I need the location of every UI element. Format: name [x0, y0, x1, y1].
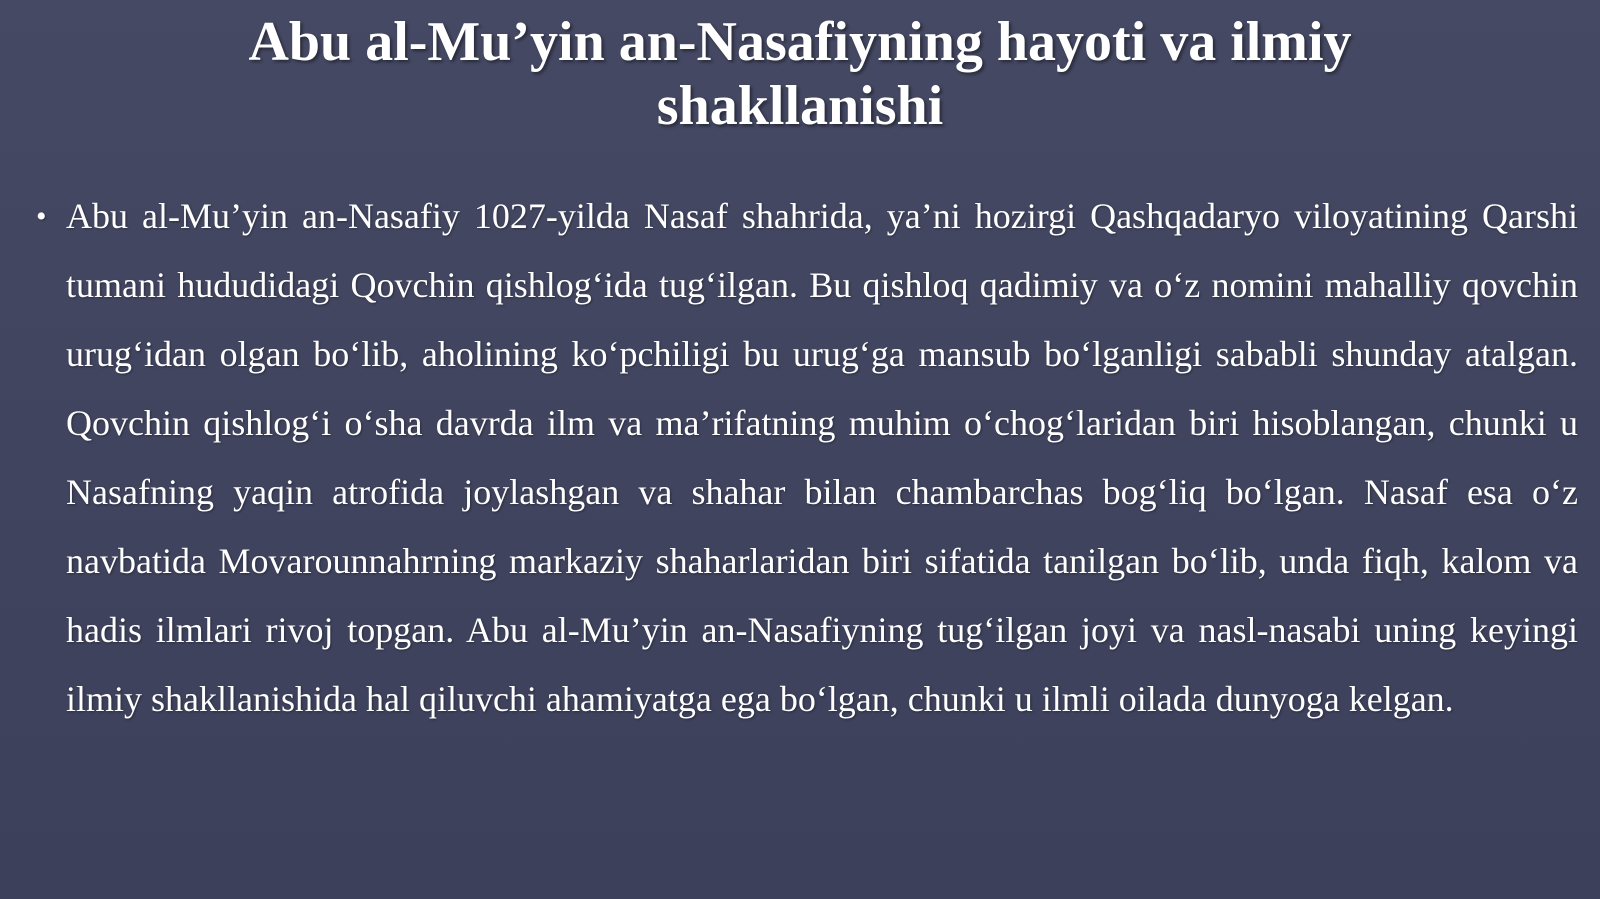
bullet-icon: • [36, 200, 47, 233]
slide-title-line-2: shakllanishi [656, 75, 944, 137]
slide-title-line-1: Abu al-Mu’yin an-Nasafiyning hayoti va ilmiy [248, 11, 1352, 73]
bullet-list [36, 182, 1578, 734]
bullet-item [36, 182, 1578, 734]
slide-title [0, 10, 1600, 138]
bullet-text: Abu al-Mu’yin an-Nasafiy 1027-yilda Nasaf shahrida, ya’ni hozirgi Qashqadaryo viloyatining Qarshi tumani hududidagi Qovchin qishlog‘ida tug‘ilgan. Bu qishloq qadimiy va o‘z nomini mahalliy qovchin urug‘idan olgan bo‘lib, aholining ko‘pchiligi bu urug‘ga mansub bo‘lganligi sababli shunday atalgan. Qovchin qishlog‘i o‘sha davrda ilm va ma’rifatning muhim o‘chog‘laridan biri hisoblangan, chunki u Nasafning yaqin atrofida joylashgan va shahar bilan chambarchas bog‘liq bo‘lgan. Nasaf esa o‘z navbatida Movarounnahrning markaziy shaharlaridan biri sifatida tanilgan bo‘lib, unda fiqh, kalom va hadis ilmlari rivoj topgan. Abu al-Mu’yin an-Nasafiyning tug‘ilgan joyi va nasl-nasabi uning keyingi ilmiy shakllanishida hal qiluvchi ahamiyatga ega bo‘lgan, chunki u ilmli oilada dunyoga kelgan. [66, 196, 1578, 719]
